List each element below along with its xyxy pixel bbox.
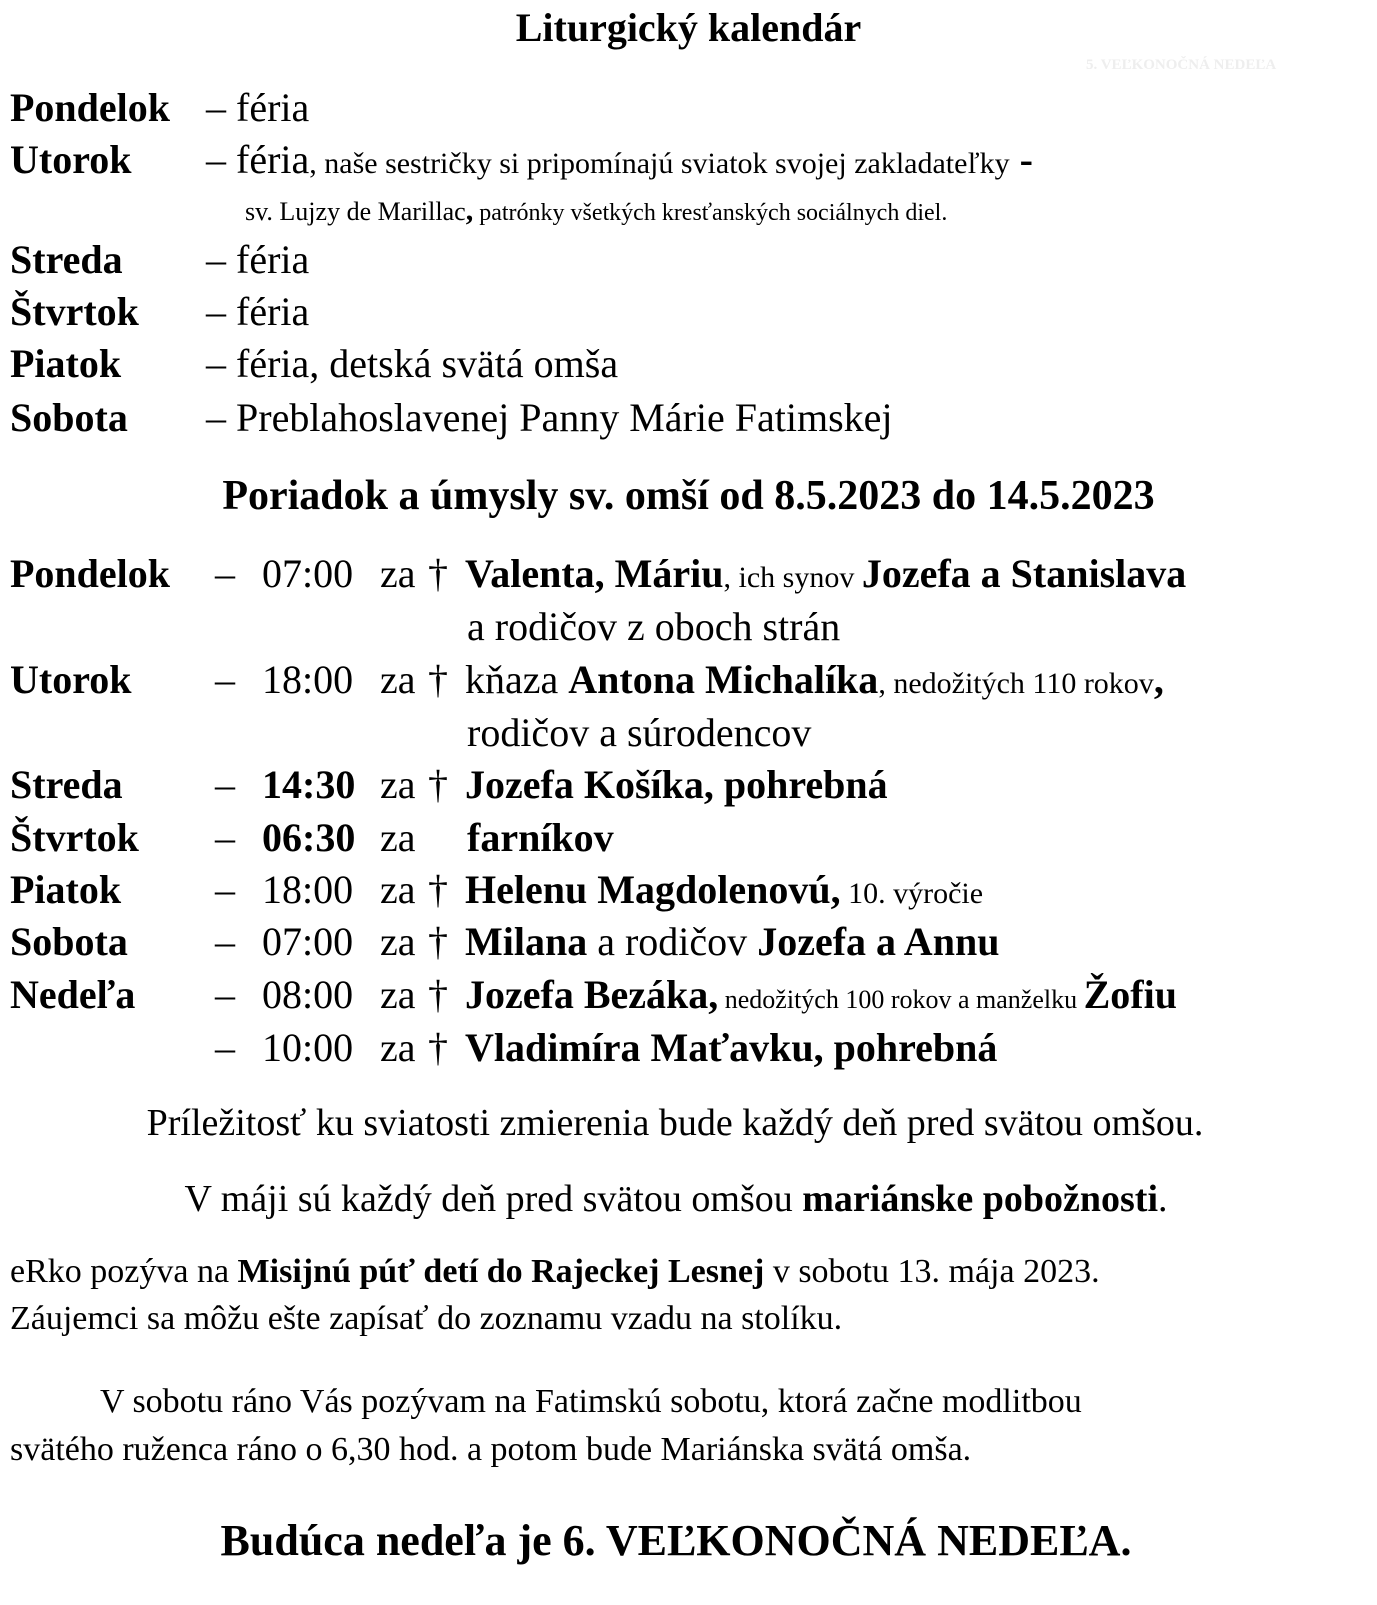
dash: – xyxy=(215,762,235,807)
liturgical-extra: , naše sestričky si pripomínajú sviatok svojej zakladateľky xyxy=(309,147,1010,180)
liturgical-title: Liturgický kalendár xyxy=(515,5,862,50)
notice-text: V máji sú každý deň pred svätou omšou xyxy=(184,1178,803,1220)
day-label: Utorok xyxy=(10,137,132,182)
day-label: Pondelok xyxy=(10,85,171,130)
day-label: Piatok xyxy=(10,867,122,912)
liturgical-desc xyxy=(206,237,310,282)
dash: – xyxy=(206,85,226,130)
za-word: za xyxy=(380,1025,416,1070)
notice-highlight: mariánske pobožnosti xyxy=(802,1178,1159,1220)
mass-intention xyxy=(465,551,1187,596)
liturgical-desc xyxy=(206,137,1033,182)
intention-name: farníkov xyxy=(467,815,614,860)
dash: – xyxy=(206,137,226,182)
notice-text: eRko pozýva na xyxy=(10,1253,238,1290)
saint-desc: patrónky všetkých kresťanských sociálnych diel. xyxy=(473,200,948,226)
fatima-notice: V sobotu ráno Vás pozývam na Fatimskú sobotu, ktorá začne modlitbou xyxy=(100,1383,1082,1420)
intention-text: 10. výročie xyxy=(840,877,984,910)
comma: , xyxy=(1153,657,1164,702)
liturgical-text: féria xyxy=(236,237,310,282)
cross-icon: † xyxy=(428,551,448,596)
intention-text: nedožitých 100 rokov a manželku xyxy=(718,985,1084,1014)
intention-name: Milana xyxy=(465,919,588,964)
liturgical-text: féria xyxy=(236,85,310,130)
dash: – xyxy=(215,867,235,912)
intention-line2: a rodičov z oboch strán xyxy=(467,604,841,649)
liturgical-desc xyxy=(206,85,310,130)
liturgical-desc xyxy=(206,341,619,386)
dash: – xyxy=(215,551,235,596)
intention-name: Vladimíra Maťavku, pohrebná xyxy=(465,1025,998,1070)
may-notice xyxy=(0,1180,1352,1218)
dash: – xyxy=(206,395,226,440)
intention-name: Antona Michalíka xyxy=(568,657,879,702)
liturgical-line2 xyxy=(245,196,947,226)
cross-icon: † xyxy=(428,1025,448,1070)
intention-name: Valenta, Máriu xyxy=(465,551,724,596)
mass-time: 14:30 xyxy=(262,762,356,807)
mass-time: 06:30 xyxy=(262,815,356,860)
erko-notice-line2: Záujemci sa môžu ešte zapísať do zoznamu vzadu na stolíku. xyxy=(10,1300,843,1337)
day-label: Pondelok xyxy=(10,551,171,596)
day-label: Streda xyxy=(10,237,123,282)
mass-time: 08:00 xyxy=(262,972,354,1017)
mass-intention xyxy=(465,657,1164,702)
dash: – xyxy=(215,657,235,702)
mass-time: 07:00 xyxy=(262,919,354,964)
dash: – xyxy=(215,972,235,1017)
next-sunday-heading: Budúca nedeľa je 6. VEĽKONOČNÁ NEDEĽA. xyxy=(220,1516,1132,1565)
day-label: Sobota xyxy=(10,919,128,964)
dash: – xyxy=(215,919,235,964)
day-label: Nedeľa xyxy=(10,972,136,1017)
liturgical-text: féria, detská svätá omša xyxy=(236,341,619,386)
intention-name: Jozefa Košíka, pohrebná xyxy=(465,762,888,807)
za-word: za xyxy=(380,919,416,964)
liturgical-extra-end: - xyxy=(1009,137,1033,182)
notice-text: v sobotu 13. mája 2023. xyxy=(764,1253,1100,1290)
fatima-notice-line2: svätého ruženca ráno o 6,30 hod. a potom bude Mariánska svätá omša. xyxy=(10,1431,972,1468)
day-label: Streda xyxy=(10,762,123,807)
saint-name: sv. Lujzy de Marillac xyxy=(245,197,466,226)
liturgical-row xyxy=(10,85,171,130)
liturgical-text: féria xyxy=(236,137,310,182)
za-word: za xyxy=(380,815,416,860)
intention-name: Jozefa a Annu xyxy=(757,919,1000,964)
intention-text: , ich synov xyxy=(723,561,862,594)
comma: , xyxy=(465,194,474,227)
intention-name: Žofiu xyxy=(1083,972,1177,1017)
intention-line2: rodičov a súrodencov xyxy=(467,710,812,755)
za-word: za xyxy=(380,762,416,807)
za-word: za xyxy=(380,551,416,596)
day-label: Štvrtok xyxy=(10,289,139,334)
liturgical-text: Preblahoslavenej Panny Márie Fatimskej xyxy=(236,395,893,440)
mass-intention xyxy=(465,919,1000,964)
liturgical-row xyxy=(10,289,139,334)
za-word: za xyxy=(380,972,416,1017)
dash: – xyxy=(215,815,235,860)
liturgical-text: féria xyxy=(236,289,310,334)
mass-time: 10:00 xyxy=(262,1025,354,1070)
cross-icon: † xyxy=(428,972,448,1017)
mass-time: 07:00 xyxy=(262,551,354,596)
dash: – xyxy=(206,289,226,334)
erko-notice xyxy=(10,1255,1100,1289)
cross-icon: † xyxy=(428,867,448,912)
intention-name: Jozefa Bezáka, xyxy=(465,972,719,1017)
mass-intention xyxy=(465,972,1177,1017)
intention-text: a rodičov xyxy=(587,919,758,964)
liturgical-desc xyxy=(206,289,310,334)
intention-name: Helenu Magdolenovú, xyxy=(465,867,841,912)
za-word: za xyxy=(380,867,416,912)
cross-icon: † xyxy=(428,919,448,964)
mass-schedule-title: Poriadok a úmysly sv. omší od 8.5.2023 do 14.5.2023 xyxy=(222,473,1155,519)
mass-time: 18:00 xyxy=(262,867,354,912)
cross-icon: † xyxy=(428,657,448,702)
dash: – xyxy=(206,237,226,282)
mass-intention xyxy=(465,867,984,912)
intention-name: Jozefa a Stanislava xyxy=(861,551,1187,596)
day-label: Sobota xyxy=(10,395,128,440)
day-label: Utorok xyxy=(10,657,132,702)
dash: – xyxy=(215,1025,235,1070)
liturgical-row xyxy=(10,237,123,282)
dash: – xyxy=(206,341,226,386)
liturgical-row xyxy=(10,395,128,440)
liturgical-desc xyxy=(206,395,893,440)
mass-time: 18:00 xyxy=(262,657,354,702)
day-label: Štvrtok xyxy=(10,815,139,860)
notice-text: . xyxy=(1158,1178,1168,1220)
day-label: Piatok xyxy=(10,341,122,386)
liturgical-row xyxy=(10,341,122,386)
liturgical-row xyxy=(10,137,132,182)
notice-highlight: Misijnú púť detí do Rajeckej Lesnej xyxy=(237,1253,765,1290)
confession-notice: Príležitosť ku sviatosti zmierenia bude každý deň pred svätou omšou. xyxy=(146,1102,1204,1144)
watermark-text: 5. VEĽKONOČNÁ NEDEĽA xyxy=(1086,57,1277,73)
za-word: za xyxy=(380,657,416,702)
cross-icon: † xyxy=(428,762,448,807)
intention-text: , nedožitých 110 rokov xyxy=(878,667,1154,700)
intention-text: kňaza xyxy=(465,657,569,702)
